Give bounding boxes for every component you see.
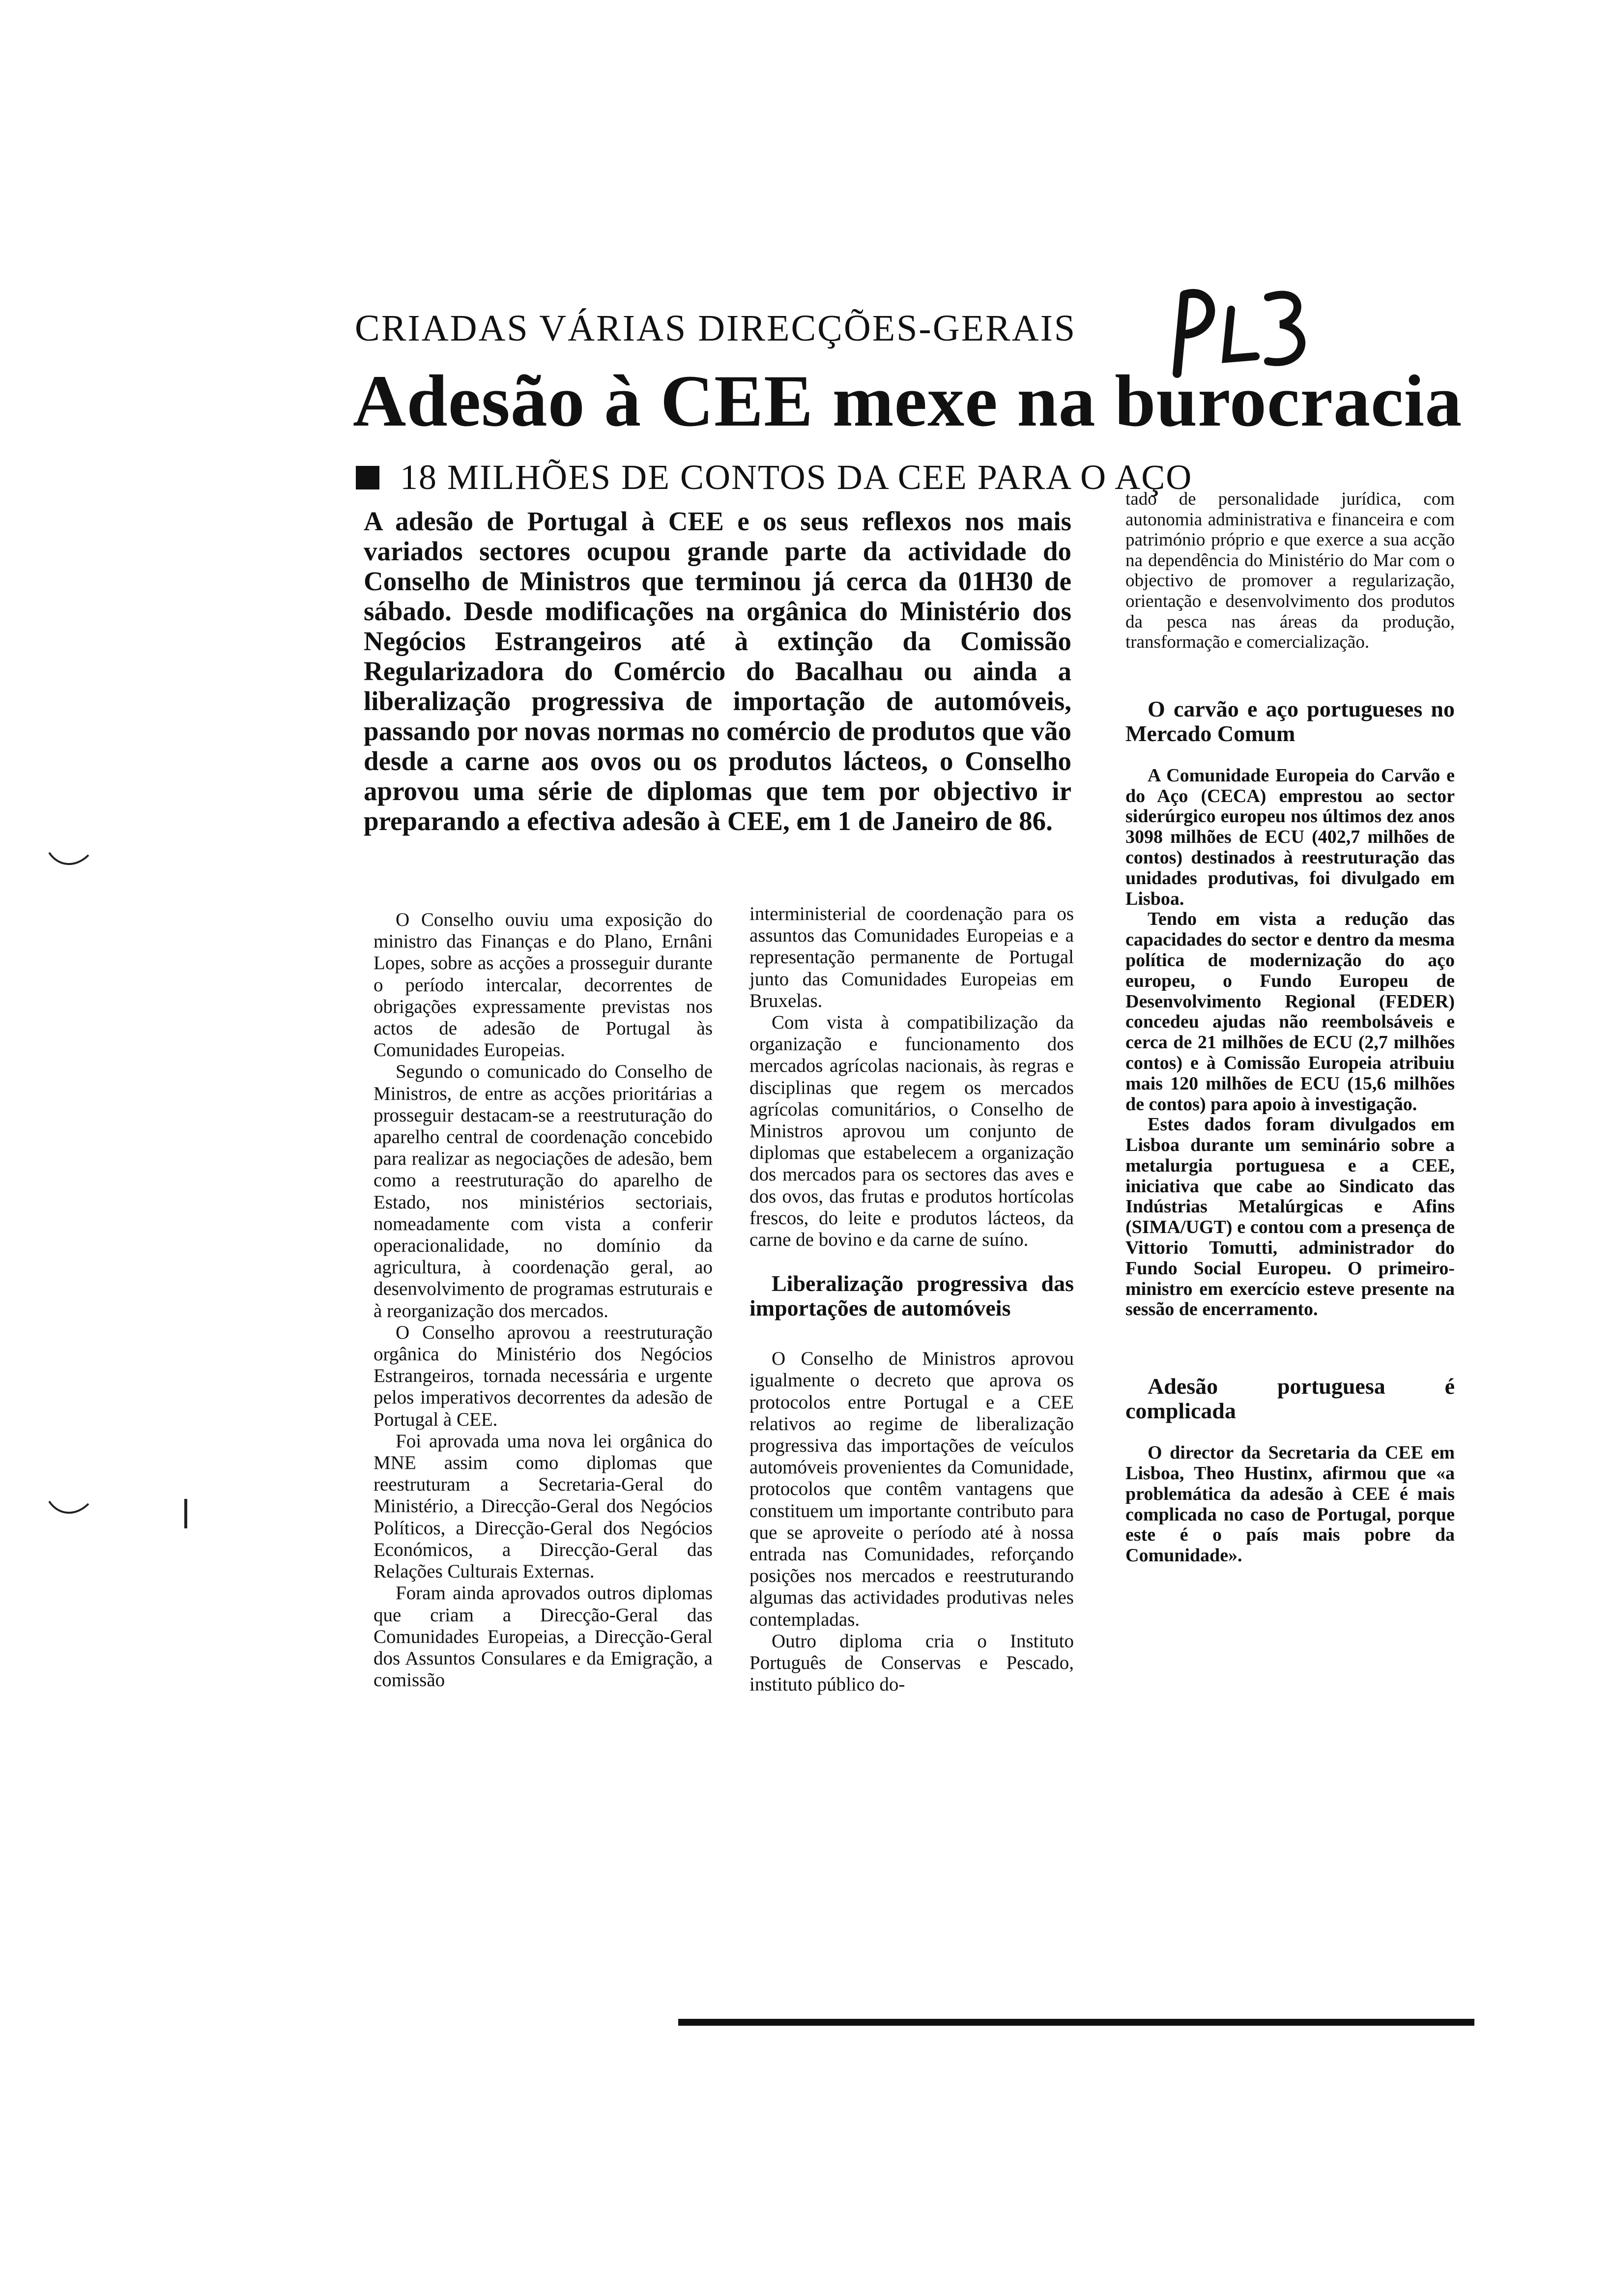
section-heading: Adesão portuguesa é complicada	[1125, 1374, 1455, 1424]
paragraph: O Conselho ouviu uma exposição do ministro das Finanças e do Plano, Ernâni Lopes, sobre as acções a prosseguir durante o período intercalar, decorrentes de obrigações expressamente previstas nos actos de adesão de Portugal às Comunidades Europeias.	[374, 909, 713, 1061]
punch-hole-mark	[47, 1499, 91, 1519]
paragraph: O director da Secretaria da CEE em Lisboa, Theo Hustinx, afirmou que «a problemática da adesão à CEE é mais complicada no caso de Portugal, porque este é o país mais pobre da Comunidade».	[1125, 1442, 1455, 1566]
paragraph: Com vista à compatibilização da organização e funcionamento dos mercados agrícolas nacionais, às regras e disciplinas que regem os mercados agrícolas comunitários, o Conselho de Ministros aprovou um conjunto de diplomas que estabelecem a organização dos mercados para os sectores das aves e dos ovos, das frutas e produtos hortícolas frescos, do leite e produtos lácteos, da carne de bovino e da carne de suíno.	[749, 1012, 1074, 1251]
section-heading: O carvão e aço portugueses no Mercado Comum	[1125, 696, 1455, 746]
paragraph: tado de personalidade jurídica, com autonomia administrativa e financeira e com património próprio e que exerce a sua acção na dependência do Ministério do Mar com o objectivo de promover a regularização, orientação e desenvolvimento dos produtos da pesca nas áreas da produção, transformação e comercialização.	[1125, 489, 1455, 653]
paragraph: Segundo o comunicado do Conselho de Ministros, de entre as acções prioritárias a prosseguir destacam-se a reestruturação do aparelho central de coordenação concebido para realizar as negociações de adesão, bem como a reestruturação do aparelho de Estado, nos ministérios sectoriais, nomeadamente com vista a conferir operacionalidade, no domínio da agricultura, à coordenação geral, ao desenvolvimento de programas estruturais e à reorganização dos mercados.	[374, 1061, 713, 1321]
column-3	[1125, 489, 1455, 1566]
bottom-rule	[678, 2019, 1474, 2026]
paragraph: Outro diploma cria o Instituto Português de Conservas e Pescado, instituto público do-	[749, 1630, 1074, 1695]
paragraph: O Conselho de Ministros aprovou igualmente o decreto que aprova os protocolos entre Portugal e a CEE relativos ao regime de liberalização progressiva das importações de veículos automóveis provenientes da Comunidade, protocolos que contêm vantagens que constituem um importante contributo para que se aproveite o período até à nossa entrada nas Comunidades, reforçando posições nos mercados e reestruturando algumas das actividades produtivas neles contempladas.	[749, 1348, 1074, 1630]
paragraph: Tendo em vista a redução das capacidades do sector e dentro da mesma política de modernização do aço europeu, o Fundo Europeu de Desenvolvimento Regional (FEDER) concedeu ajudas não reembolsáveis e cerca de 21 milhões de ECU (2,7 milhões contos) e à Comissão Europeia atribuiu mais 120 milhões de ECU (15,6 milhões de contos) para apoio à investigação.	[1125, 909, 1455, 1115]
headline: Adesão à CEE mexe na burocracia	[353, 360, 1463, 442]
paragraph: Estes dados foram divulgados em Lisboa durante um seminário sobre a metalurgia portuguesa e a CEE, iniciativa que cabe ao Sindicato das Indústrias Metalúrgicas e Afins (SIMA/UGT) e contou com a presença de Vittorio Tomutti, administrador do Fundo Social Europeu. O primeiro-ministro em exercício esteve presente na sessão de encerramento.	[1125, 1114, 1455, 1320]
paragraph: A Comunidade Europeia do Carvão e do Aço (CECA) emprestou ao sector siderúrgico europeu nos últimos dez anos 3098 milhões de ECU (402,7 milhões de contos) destinados à reestruturação das unidades produtivas, foi divulgado em Lisboa.	[1125, 765, 1455, 909]
paragraph: Foi aprovada uma nova lei orgânica do MNE assim como diplomas que reestruturam a Secretaria-Geral do Ministério, a Direcção-Geral dos Negócios Políticos, a Direcção-Geral dos Negócios Económicos, a Direcção-Geral das Relações Culturais Externas.	[374, 1430, 713, 1582]
punch-hole-mark	[47, 850, 91, 870]
column-2	[749, 903, 1074, 1696]
paragraph: O Conselho aprovou a reestruturação orgânica do Ministério dos Negócios Estrangeiros, tornada necessária e urgente pelos imperativos decorrentes da adesão de Portugal à CEE.	[374, 1321, 713, 1430]
section-heading: Liberalização progressiva das importações de automóveis	[749, 1271, 1074, 1321]
bullet-square-icon	[356, 466, 379, 489]
subhead	[356, 457, 1192, 498]
column-1	[374, 909, 713, 1691]
kicker: CRIADAS VÁRIAS DIRECÇÕES-GERAIS	[355, 308, 1077, 349]
paragraph: Foram ainda aprovados outros diplomas que criam a Direcção-Geral das Comunidades Europeias, a Direcção-Geral dos Assuntos Consulares e da Emigração, a comissão	[374, 1582, 713, 1691]
scan-mark	[184, 1499, 187, 1528]
subhead-text: 18 MILHÕES DE CONTOS DA CEE PARA O AÇO	[400, 458, 1193, 497]
paragraph: interministerial de coordenação para os assuntos das Comunidades Europeias e a representação permanente de Portugal junto das Comunidades Europeias em Bruxelas.	[749, 903, 1074, 1011]
lead-paragraph: A adesão de Portugal à CEE e os seus reflexos nos mais variados sectores ocupou grande parte da actividade do Conselho de Ministros que terminou já cerca da 01H30 de sábado. Desde modificações na orgânica do Ministério dos Negócios Estrangeiros até à extinção da Comissão Regularizadora do Comércio do Bacalhau ou ainda a liberalização progressiva de importação de automóveis, passando por novas normas no comércio de produtos que vão desde a carne aos ovos ou os produtos lácteos, o Conselho aprovou uma série de diplomas que tem por objectivo ir preparando a efectiva adesão à CEE, em 1 de Janeiro de 86.	[364, 506, 1071, 836]
